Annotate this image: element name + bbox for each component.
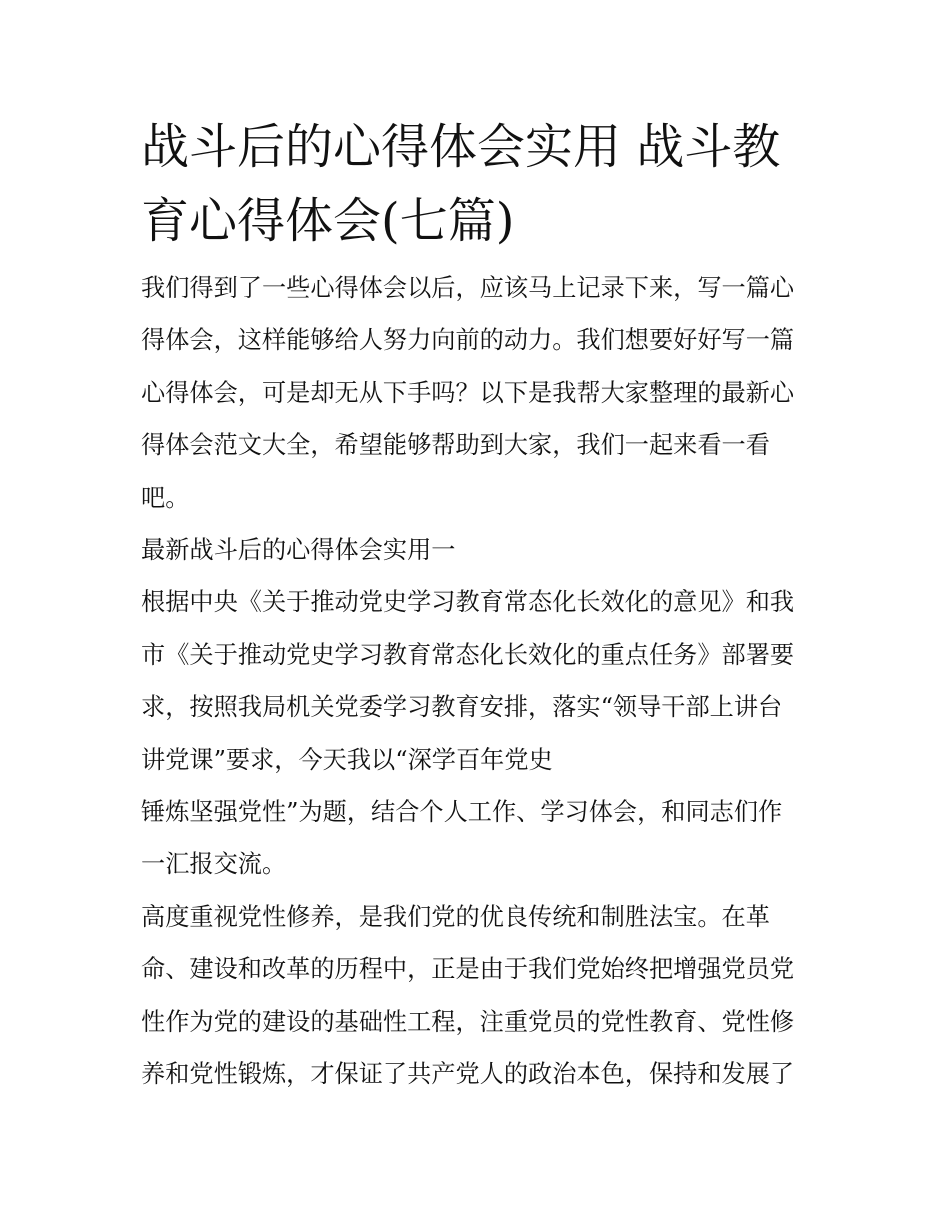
text-line: 吧。 (141, 483, 190, 512)
body-paragraph (141, 891, 813, 1101)
text-line: 命、建设和改革的历程中，正是由于我们党始终把增强党员党 (141, 955, 795, 984)
text-line: 一汇报交流。 (141, 850, 287, 879)
text-line: 我们得到了一些心得体会以后，应该马上记录下来，写一篇心 (141, 274, 795, 302)
text-line: 市《关于推动党史学习教育常态化长效化的重点任务》部署要 (141, 640, 795, 669)
text-line: 最新战斗后的心得体会实用一 (141, 536, 456, 565)
text-line: 求，按照我局机关党委学习教育安排，落实“领导干部上讲台 (141, 693, 783, 722)
text-line: 得体会范文大全，希望能够帮助到大家，我们一起来看一看 (141, 431, 770, 460)
text-line: 高度重视党性修养，是我们党的优良传统和制胜法宝。在革 (141, 902, 770, 931)
text-line: 性作为党的建设的基础性工程，注重党员的党性教育、党性修 (141, 1007, 795, 1036)
document-title (141, 110, 813, 258)
title-line: 战斗后的心得体会实用 战斗教 (141, 119, 781, 175)
intro-paragraph (141, 262, 813, 524)
body-paragraph (141, 786, 813, 891)
text-line: 根据中央《关于推动党史学习教育常态化长效化的意见》和我 (141, 588, 795, 617)
document-content (141, 110, 813, 1101)
text-line: 心得体会，可是却无从下手吗？以下是我帮大家整理的最新心 (141, 378, 795, 407)
body-paragraph (141, 576, 813, 786)
text-line: 锤炼坚强党性”为题，结合个人工作、学习体会，和同志们作 (141, 798, 783, 827)
section-heading (141, 524, 813, 576)
text-line: 养和党性锻炼，才保证了共产党人的政治本色，保持和发展了 (141, 1060, 795, 1089)
title-line: 育心得体会(七篇) (141, 193, 515, 249)
text-line: 得体会，这样能够给人努力向前的动力。我们想要好好写一篇 (141, 326, 795, 355)
text-line: 讲党课”要求，今天我以“深学百年党史 (141, 745, 553, 774)
